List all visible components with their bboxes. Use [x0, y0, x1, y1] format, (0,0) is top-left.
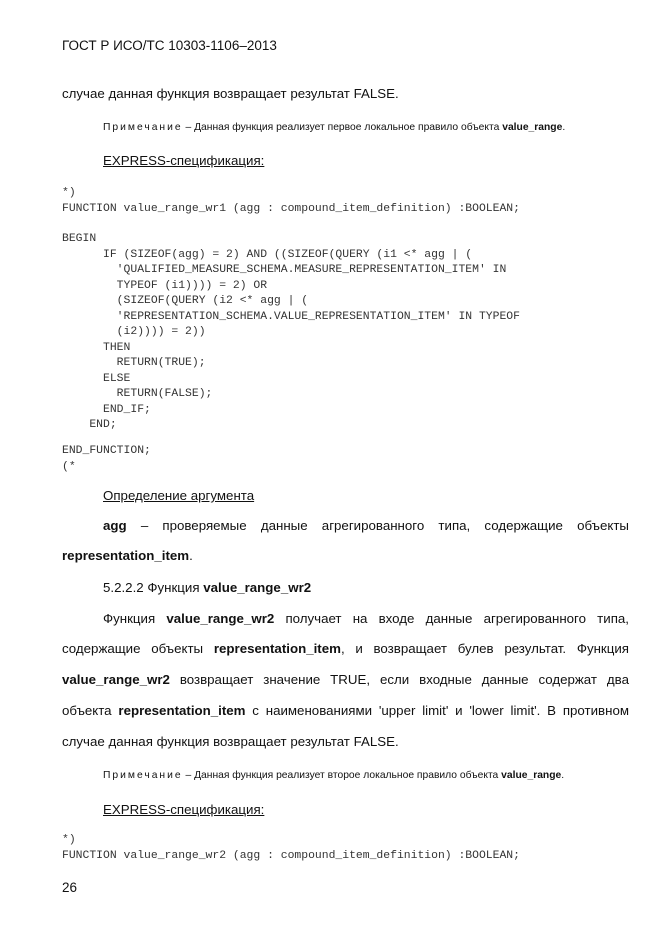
argument-term: agg — [103, 518, 127, 533]
description-line-5: случае данная функция возвращает результат FALSE. — [62, 734, 399, 749]
note-text: Данная функция реализует второе локальное правило объекта — [194, 770, 502, 781]
note-end: . — [561, 770, 565, 781]
section-heading — [103, 580, 629, 596]
argument-entity: representation_item — [62, 548, 190, 563]
desc-text: с наименованиями 'upper limit' и 'lower limit'. В противном — [245, 703, 629, 718]
code-block-1-footer: END_FUNCTION; (* — [62, 445, 151, 473]
argument-description: – проверяемые данные агрегированного типа, содержащие объекты — [126, 518, 629, 533]
document-header: ГОСТ Р ИСО/ТС 10303-1106–2013 — [62, 38, 277, 53]
desc-entity: representation_item — [118, 703, 246, 718]
page-number: 26 — [62, 880, 78, 895]
express-heading-2: EXPRESS-спецификация: — [103, 802, 265, 817]
code-block-1-body: BEGIN IF (SIZEOF(agg) = 2) AND ((SIZEOF(QUERY (i1 <* agg | ( 'QUALIFIED_MEASURE_SCHEMA.MEASURE_REPRESENTATION_ITEM' IN TYPEOF (i1)))) = 2) OR (SIZEOF(QUERY (i2 <* agg | ( 'REPRESENTATION_SCHEMA.VALUE_REPRESENTATION_ITEM' IN TYPEOF (i2)))) = 2)) THEN RETURN(TRUE); ELSE RETURN(FALSE); END_IF; END; — [62, 233, 520, 431]
argument-end: . — [189, 548, 193, 563]
note-dash: – — [182, 770, 195, 781]
paragraph-text: случае данная функция возвращает результат FALSE. — [62, 86, 399, 101]
desc-text: содержащие объекты — [62, 641, 214, 656]
desc-text: , и возвращает булев результат. Функция — [340, 641, 629, 656]
note-2 — [103, 770, 564, 781]
description-line-3 — [62, 672, 629, 688]
note-end: . — [562, 122, 566, 133]
argument-definition-heading: Определение аргумента — [103, 488, 255, 503]
note-entity: value_range — [501, 770, 562, 781]
desc-function-name: value_range_wr2 — [62, 672, 170, 687]
express-heading-1: EXPRESS-спецификация: — [103, 153, 265, 168]
code-block-1-header: *) FUNCTION value_range_wr1 (agg : compound_item_definition) :BOOLEAN; — [62, 187, 520, 215]
description-line-1 — [103, 611, 629, 627]
note-1 — [103, 122, 565, 133]
argument-definition-cont — [62, 548, 629, 564]
desc-text: Функция — [103, 611, 167, 626]
note-text: Данная функция реализует первое локальное правило объекта — [194, 122, 503, 133]
desc-entity: representation_item — [213, 641, 341, 656]
desc-function-name: value_range_wr2 — [166, 611, 275, 626]
description-line-2 — [62, 641, 629, 657]
note-entity: value_range — [502, 122, 563, 133]
section-function-name: value_range_wr2 — [203, 580, 312, 595]
desc-text: объекта — [62, 703, 119, 718]
description-line-4 — [62, 703, 629, 719]
note-label: Примечание — [103, 770, 183, 781]
section-number: 5.2.2.2 Функция — [103, 580, 204, 595]
note-label: Примечание — [103, 122, 183, 133]
desc-text: получает на входе данные агрегированного типа, — [274, 611, 629, 626]
desc-text: возвращает значение TRUE, если входные данные содержат два — [169, 672, 629, 687]
note-dash: – — [182, 122, 195, 133]
code-block-2-header: *) FUNCTION value_range_wr2 (agg : compound_item_definition) :BOOLEAN; — [62, 834, 520, 862]
argument-definition-line — [103, 518, 629, 534]
